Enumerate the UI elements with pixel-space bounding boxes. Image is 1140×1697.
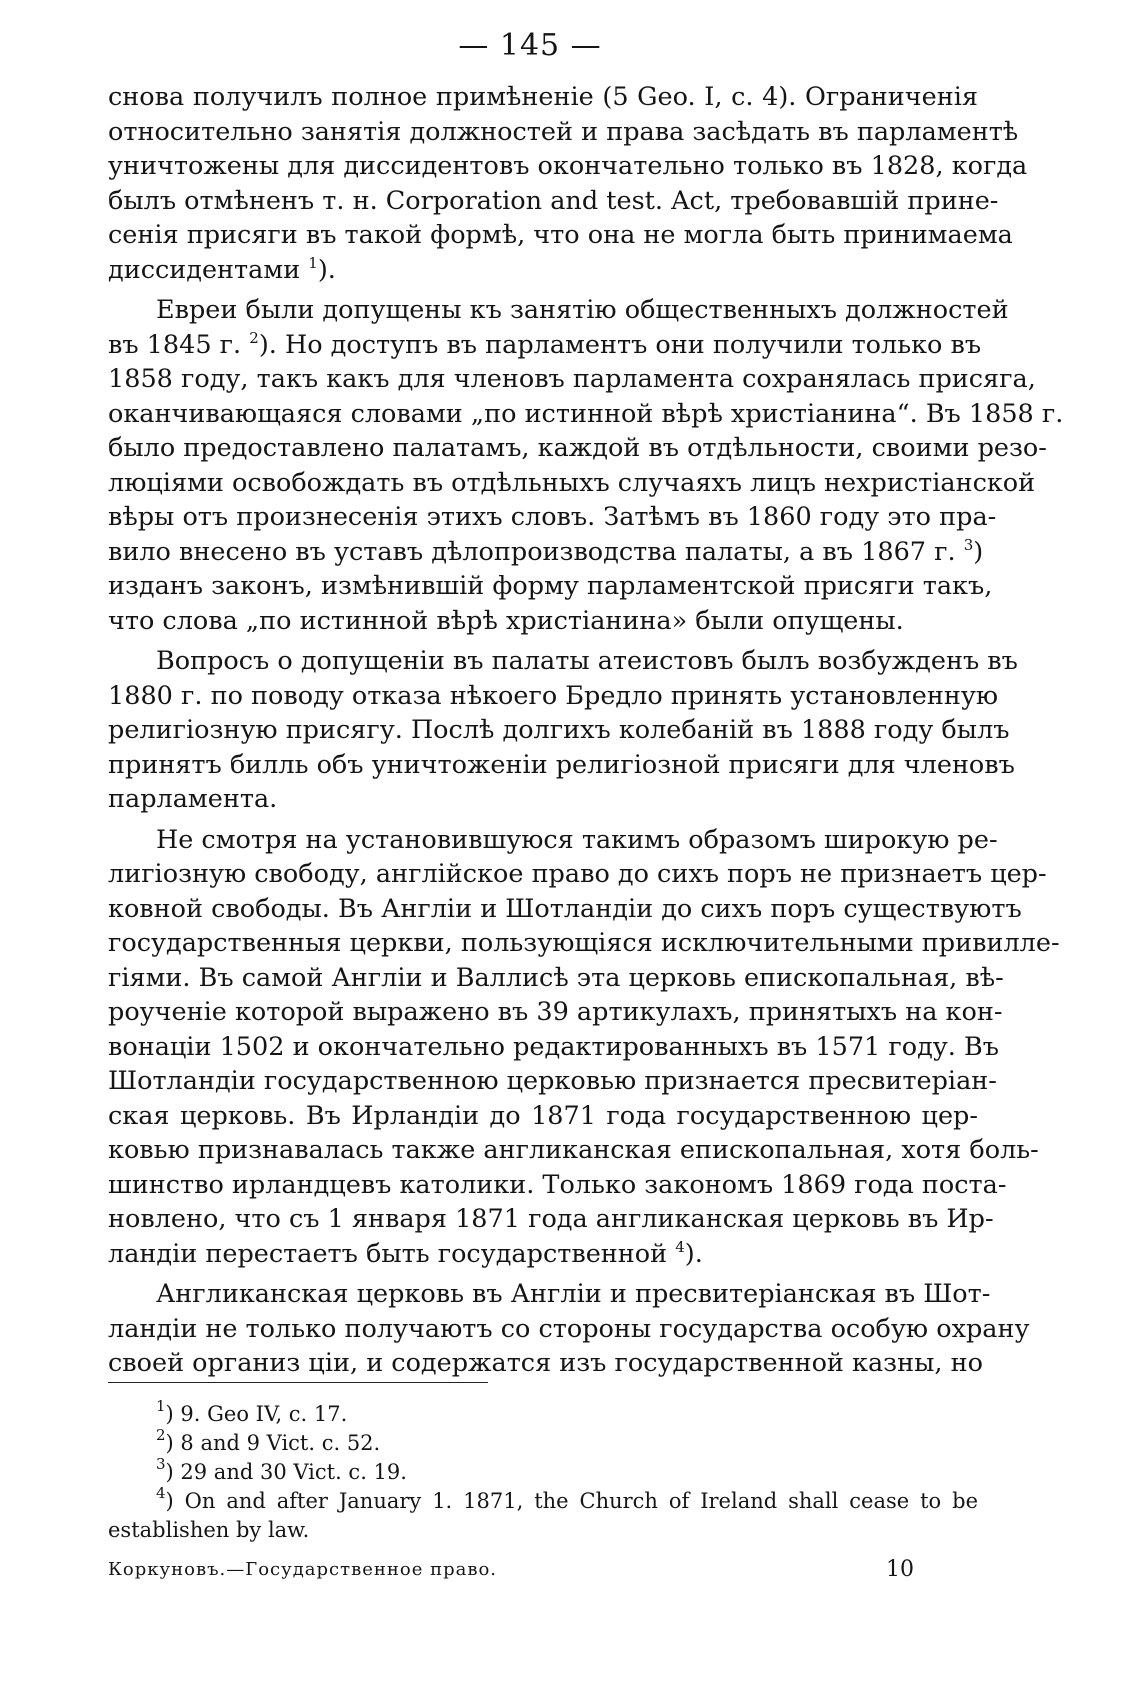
text-line: относительно занятія должностей и права засѣдать въ парламентѣ [108,116,1019,147]
footer-author: Коркуновъ.—Государственное право. [108,1559,498,1580]
text-line: вонаціи 1502 и окончательно редактированныхъ въ 1571 году. Въ [108,1031,999,1062]
footnote-text: ) 9. Geo IV, c. 17. [165,1402,348,1426]
text-fragment: ) [973,536,984,567]
text-line: Евреи были допущены къ занятію общественныхъ должностей [156,295,1009,325]
text-fragment: въ 1845 г. [108,329,242,360]
text-line: Вопросъ о допущеніи въ палаты атеистовъ былъ возбужденъ въ [156,646,1018,676]
text-line: принятъ билль объ уничтоженіи религіозной присяги для членовъ [108,749,1015,780]
text-line [108,1237,978,1272]
footnote-ref: 2 [249,328,259,347]
text-line: ландіи не только получаютъ со стороны государства особую охрану [108,1313,1030,1344]
footnote [108,1426,978,1458]
text-line [108,328,982,363]
footnotes [108,1397,978,1545]
footnote [108,1397,978,1429]
footnote-ref: 3 [963,535,974,554]
page-number: — 145 — [458,28,602,63]
text-line: люціями освобождать въ отдѣльныхъ случаяхъ лицъ нехристіанской [108,467,1036,498]
text-fragment: ). [317,254,336,285]
paragraph [108,1277,1030,1381]
paragraph [108,293,1064,638]
text-fragment: ). [684,1238,703,1269]
text-line: ковью признавалась также англиканская епископальная, хотя боль- [108,1135,1039,1165]
page-footer [108,1555,978,1585]
footnote-continuation: establishen by law. [108,1518,310,1542]
footnote-text: ) 8 and 9 Vict. c. 52. [165,1431,381,1455]
footnote-ref: 4 [675,1237,685,1256]
footnote [108,1455,978,1487]
text-line: государственныя церкви, пользующіяся исключительными привилле- [108,928,1060,958]
footnote-mark: 2 [156,1426,166,1444]
main-text [108,80,1064,1381]
footnote [108,1484,978,1516]
text-line: сенія присяги въ такой формѣ, что она не могла быть принимаема [108,220,1013,250]
paragraph [108,80,1028,287]
footnote-divider [108,1382,488,1383]
text-line: 1880 г. по поводу отказа нѣкоего Бредло принять установленную [108,680,999,711]
text-line: шинство ирландцевъ католики. Только закономъ 1869 года поста- [108,1169,1007,1200]
footnote-mark: 1 [156,1397,166,1415]
footnote-mark: 3 [156,1455,166,1473]
text-line: лигіозную свободу, англійское право до сихъ поръ не признаетъ цер- [108,859,1047,889]
paragraph [108,644,1018,817]
text-line: ская церковь. Въ Ирландіи до 1871 года государственною цер- [108,1100,978,1131]
text-fragment: ландіи перестаетъ быть государственной [108,1238,668,1269]
text-line: было предоставлено палатамъ, каждой въ отдѣльности, своими резо- [108,433,1047,463]
text-line: религіозную присягу. Послѣ долгихъ колебаній въ 1888 году былъ [108,715,1010,745]
text-line: ковной свободы. Въ Англіи и Шотландіи до сихъ поръ существуютъ [108,893,1022,924]
text-line: оканчивающаяся словами „по истинной вѣрѣ христіанина“. Въ 1858 г. [108,398,1064,429]
text-line: былъ отмѣненъ т. н. Corporation and test. Act, требовавшій прине- [108,185,999,216]
paragraph [108,823,1060,1272]
text-line: Англиканская церковь въ Англіи и пресвитеріанская въ Шот- [156,1279,991,1309]
text-line: Не смотря на установившуюся такимъ образомъ широкую ре- [156,824,998,855]
text-fragment: вило внесено въ уставъ дѣлопроизводства палаты, а въ 1867 г. [108,536,956,567]
text-line: снова получилъ полное примѣненіе (5 Geo. I, c. 4). Ограниченія [108,82,978,112]
text-line [108,253,978,288]
text-line: своей организ ціи, и содержатся изъ государственной казны, но [108,1348,983,1378]
text-fragment: ). Но доступъ въ парламентъ они получили только въ [258,329,982,360]
footnote-mark: 4 [156,1484,166,1502]
footnote-text: ) 29 and 30 Vict. c. 19. [165,1460,407,1484]
footnote-text: ) On and after January 1. 1871, the Church of Ireland shall cease to be [165,1489,978,1513]
text-line: парламента. [108,784,278,814]
text-line [108,535,984,570]
text-line: 1858 году, такъ какъ для членовъ парламента сохранялась присяга, [108,364,1036,394]
text-line: гіями. Въ самой Англіи и Валлисѣ эта церковь епископальная, вѣ- [108,962,1004,993]
text-line: что слова „по истинной вѣрѣ христіанина» были опущены. [108,605,904,636]
signature-mark: 10 [886,1557,914,1582]
footnote-ref: 1 [308,253,318,272]
text-fragment: диссидентами [108,254,301,285]
text-line: вѣры отъ произнесенія этихъ словъ. Затѣмъ въ 1860 году это пра- [108,502,997,532]
text-line: новлено, что съ 1 января 1871 года англиканская церковь въ Ир- [108,1204,994,1234]
text-line: роученіе которой выражено въ 39 артикулахъ, принятыхъ на кон- [108,997,1003,1027]
text-line: уничтожены для диссидентовъ окончательно только въ 1828, когда [108,151,1028,181]
text-line: изданъ законъ, измѣнившій форму парламентской присяги такъ, [108,571,993,601]
text-line: Шотландіи государственною церковью признается пресвитеріан- [108,1066,997,1096]
